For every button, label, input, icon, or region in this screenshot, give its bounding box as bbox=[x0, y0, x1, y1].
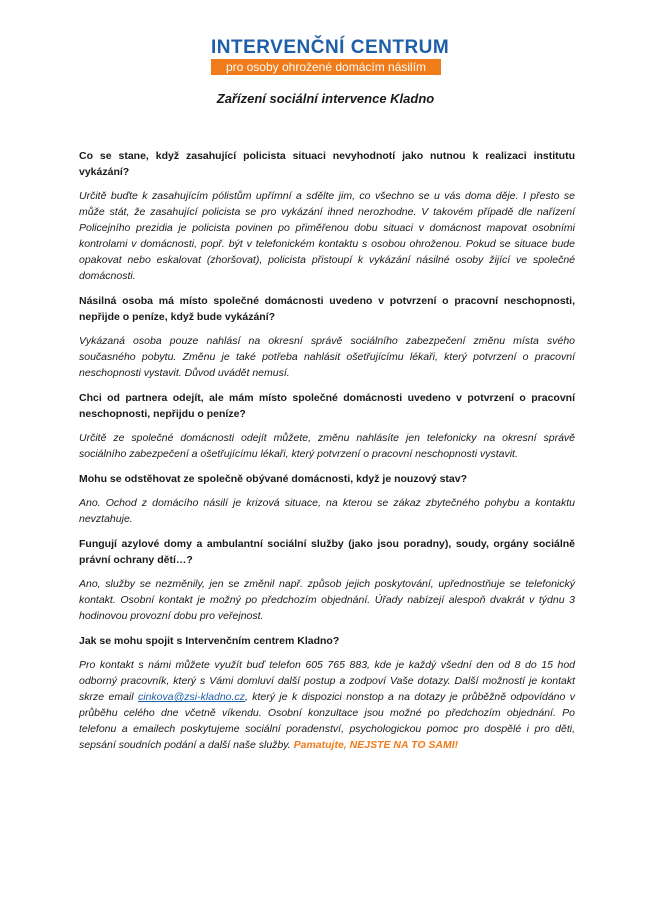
answer-2: Vykázaná osoba pouze nahlásí na okresní správě sociálního zabezpečení změnu místa svého současného pobytu. Změnu je také potřeba nahlásit ošetřujícímu lékaři, který potvrzení o pracovní neschopnosti vystavit. Důvod uvádět nemusí. bbox=[79, 335, 575, 379]
answer-4: Ano. Ochod z domácího násilí je krizová situace, na kterou se zákaz zbytečného pohybu a kontaktu nevztahuje. bbox=[79, 497, 575, 525]
answer-3: Určitě ze společné domácnosti odejít můžete, změnu nahlásíte jen telefonicky na okresní správě sociálního zabezpečení a ošetřujícímu lékaři, který potvrzení o pracovní neschopnosti vystavit. bbox=[79, 432, 575, 460]
contact-question: Jak se mohu spojit s Intervenčním centrem Kladno? bbox=[79, 635, 340, 647]
email-link[interactable]: cinkova@zsi-kladno.cz bbox=[137, 691, 245, 703]
question-4: Mohu se odstěhovat ze společně obývané domácnosti, když je nouzový stav? bbox=[79, 473, 468, 485]
closing-highlight: Pamatujte, NEJSTE NA TO SAMI! bbox=[293, 739, 459, 751]
question-3: Chci od partnera odejít, ale mám místo společné domácnosti uvedeno v potvrzení o pracovní neschopnosti, nepřijdu o peníze? bbox=[79, 392, 575, 420]
contact-text-before-email: Pro kontakt s námi můžete využít buď telefon 605 765 883, kde je každý všední den od 8 do 15 hod odborný pracovník, který s Vámi domluví další postup a zodpoví Vaše dotazy. Další možností je kontakt skrze email bbox=[79, 659, 575, 703]
logo-title: INTERVENČNÍ CENTRUM bbox=[211, 37, 450, 58]
question-5: Fungují azylové domy a ambulantní sociální služby (jako jsou poradny), soudy, orgány sociálně právní ochrany dětí…? bbox=[79, 538, 575, 566]
document-body bbox=[79, 148, 575, 762]
question-2: Násilná osoba má místo společné domácnosti uvedeno v potvrzení o pracovní neschopnosti, nepřijde o peníze, když bude vykázání? bbox=[79, 295, 575, 323]
contact-text-after-email: , který je k dispozici nonstop a na dotazy je průběžně odpovídáno v průběhu celého dne včetně víkendu. Osobní konzultace jsou možné po předchozím objednání. Po telefonu a emailech poskytujeme sociální poradenství, psychologickou pomoc pro dospělé i pro děti, sepsání soudních podání a další naše služby. bbox=[79, 691, 576, 751]
contact-answer bbox=[79, 657, 575, 753]
logo-subtitle: pro osoby ohrožené domácím násilím bbox=[211, 59, 441, 75]
answer-5: Ano, služby se nezměnily, jen se změnil např. způsob jejich poskytování, upřednostňuje se telefonický kontakt. Osobní kontakt je možný po předchozím objednání. Úřady nabízejí alespoň dvakrát v týdnu 3 hodinovou provozní dobu pro veřejnost. bbox=[79, 578, 575, 622]
question-1: Co se stane, když zasahující policista situaci nevyhodnotí jako nutnou k realizaci institutu vykázání? bbox=[79, 150, 575, 178]
page-title: Zařízení sociální intervence Kladno bbox=[216, 91, 435, 106]
logo bbox=[211, 37, 450, 75]
answer-1: Určitě buďte k zasahujícím pólistům upřímní a sdělte jim, co všechno se u vás doma děje. I přesto se může stát, že zasahující policista se pro vykázání ihned nerozhodne. V takovém případě dle nařízení Policejního prezidia je policista povinen po přiměřenou dobu situaci v domácnost mapovat osobními kontrolami v domácnosti, popř. být v telefonickém kontaktu s osobou ohroženou. Pokud se situace bude opakovat nebo eskalovat (zhoršovat), policista přistoupí k vykázání násilné osoby žijící ve společné domácnosti. bbox=[79, 190, 575, 282]
